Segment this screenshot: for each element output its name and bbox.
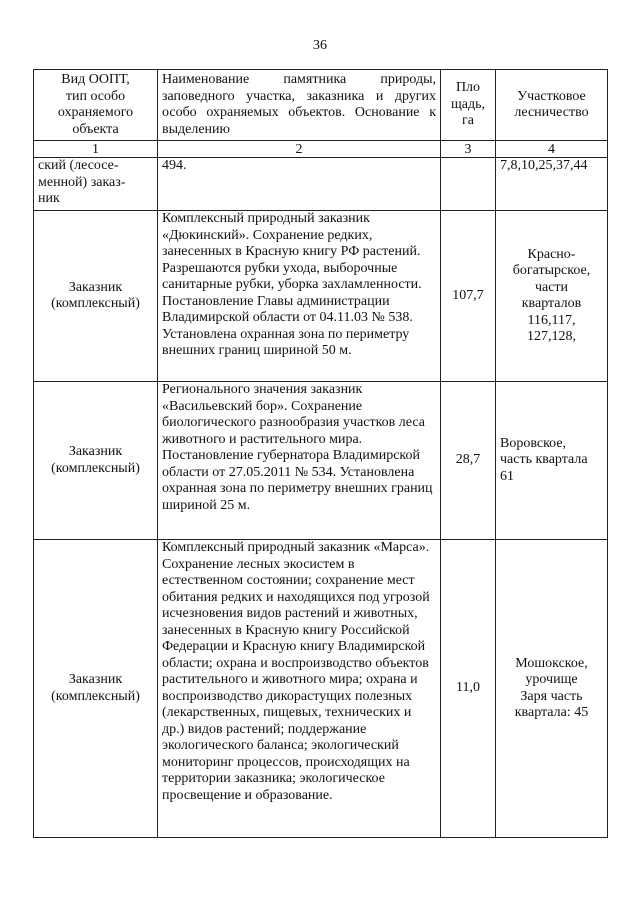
row-area: 107,7 bbox=[441, 211, 496, 382]
row-area bbox=[441, 158, 496, 211]
table-row bbox=[34, 382, 608, 540]
row-kind: Заказник (комплексный) bbox=[34, 382, 158, 540]
protected-areas-table bbox=[33, 69, 608, 838]
header-area: Пло щадь, га bbox=[441, 70, 496, 141]
row-forestry: 7,8,10,25,37,44 bbox=[496, 158, 608, 211]
row-area: 11,0 bbox=[441, 540, 496, 838]
row-description: Комплексный природный заказник «Дюкинский». Сохранение редких, занесенных в Красную книгу РФ растений. Разрешаются рубки ухода, выборочные санитарные рубки, уборка захламленности. Постановление Главы администрации Владимирской области от 04.11.03 № 538. Установлена охранная зона по периметру внешних границ шириной 50 м. bbox=[158, 211, 441, 382]
column-number: 3 bbox=[441, 141, 496, 158]
row-forestry: Красно- богатырское, части кварталов 116,117, 127,128, bbox=[496, 211, 608, 382]
header-name: Наименование памятника природы, заповедного участка, заказника и других особо охраняемых объектов. Основание к выделению bbox=[158, 70, 441, 141]
column-number: 1 bbox=[34, 141, 158, 158]
row-description: Регионального значения заказник «Васильевский бор». Сохранение биологического разнообразия участков леса животного и растительного мира. Постановление губернатора Владимирской области от 27.05.2011 № 534. Установлена охранная зона по периметру внешних границ шириной 25 м. bbox=[158, 382, 441, 540]
row-forestry: Воровское, часть квартала 61 bbox=[496, 382, 608, 540]
row-kind: ский (лесосе- менной) заказ- ник bbox=[34, 158, 158, 211]
column-number: 2 bbox=[158, 141, 441, 158]
header-forestry: Участковое лесничество bbox=[496, 70, 608, 141]
row-description: 494. bbox=[158, 158, 441, 211]
table-row bbox=[34, 540, 608, 838]
row-kind: Заказник (комплексный) bbox=[34, 211, 158, 382]
row-kind: Заказник (комплексный) bbox=[34, 540, 158, 838]
header-type: Вид ООПТ, тип особо охраняемого объекта bbox=[34, 70, 158, 141]
page-number: 36 bbox=[313, 38, 327, 53]
column-number: 4 bbox=[496, 141, 608, 158]
table-row bbox=[34, 211, 608, 382]
table-header-row bbox=[34, 70, 608, 141]
row-area: 28,7 bbox=[441, 382, 496, 540]
column-number-row bbox=[34, 141, 608, 158]
row-forestry: Мошокское, урочище Заря часть квартала: 45 bbox=[496, 540, 608, 838]
table-row bbox=[34, 158, 608, 211]
row-description: Комплексный природный заказник «Марса». Сохранение лесных экосистем в естественном состоянии; сохранение мест обитания редких и находящихся под угрозой исчезновения видов растений и животных, занесенных в Красную книгу Российской Федерации и Красную книгу Владимирской области; охрана и воспроизводство объектов растительного и животного мира; охрана и воспроизводство дикорастущих полезных (лекарственных, пищевых, технических и др.) видов растений; поддержание экологического баланса; экологический мониторинг процессов, происходящих на территории заказника; экологическое просвещение и образование. bbox=[158, 540, 441, 838]
